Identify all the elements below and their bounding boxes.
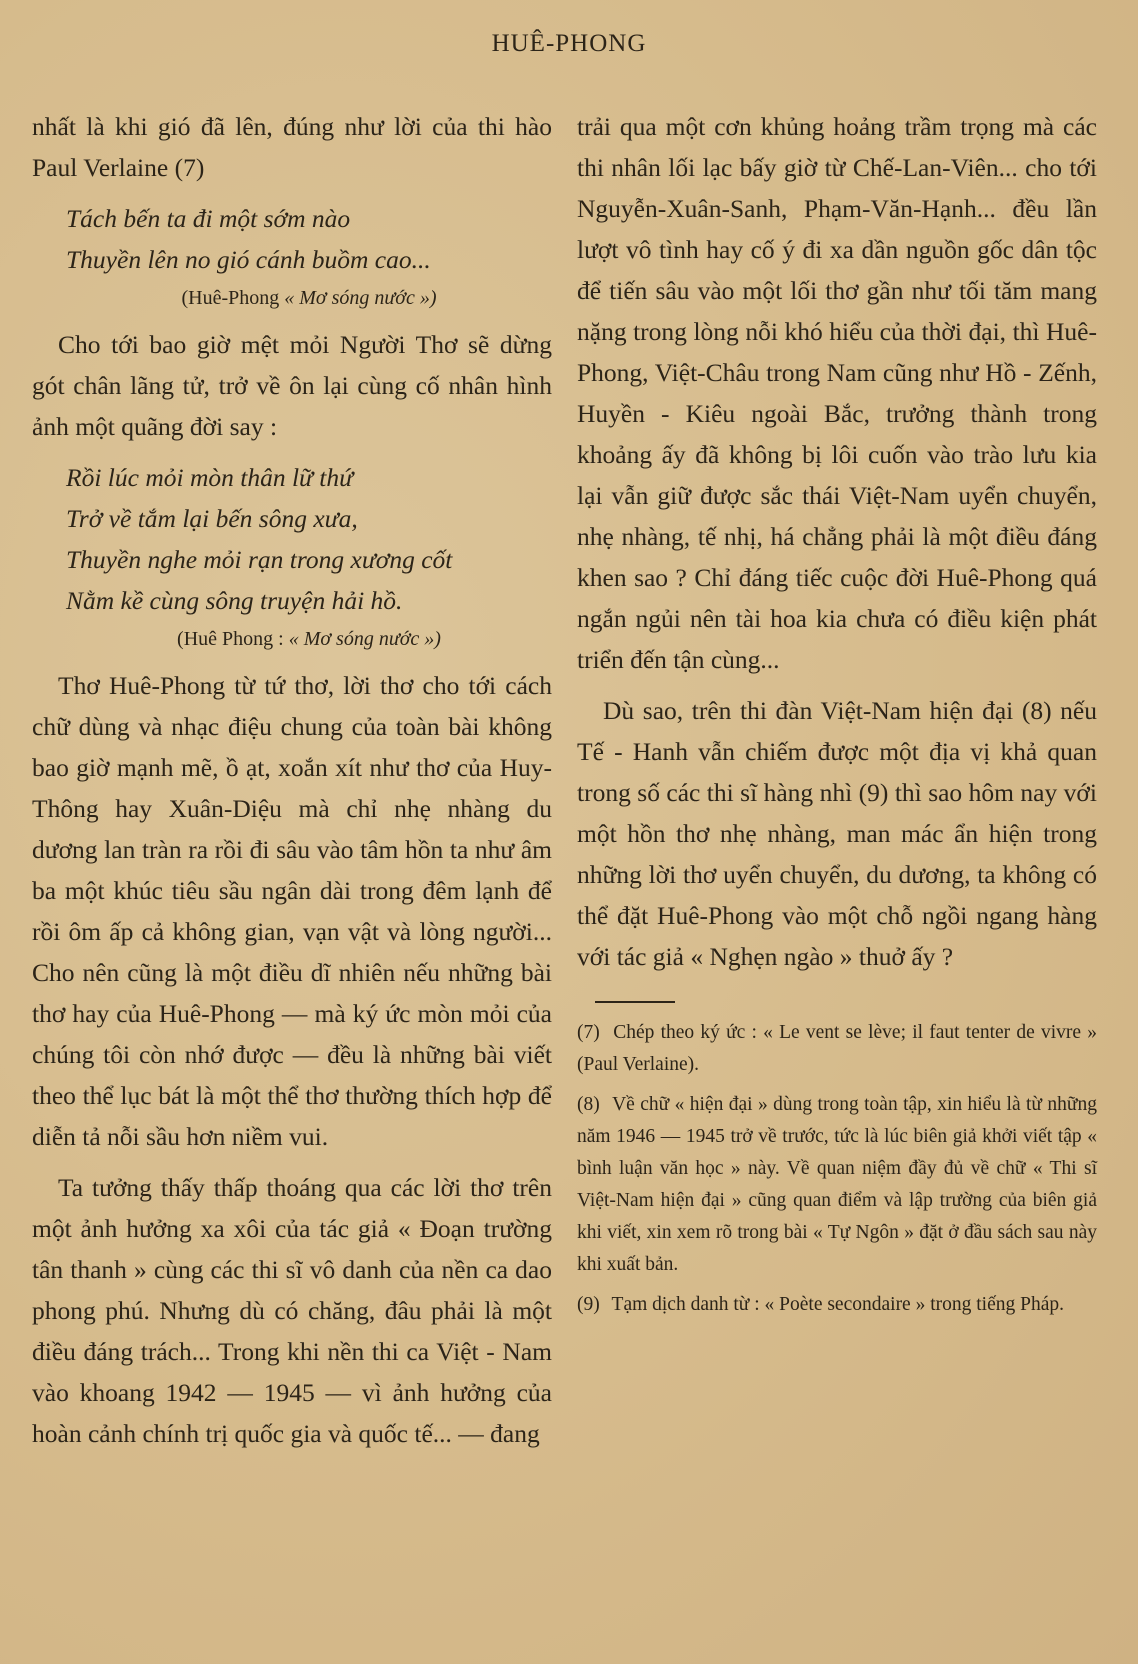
footnote-divider [595, 1001, 675, 1003]
footnote-8 [577, 1089, 1097, 1281]
footnote-text: Tạm dịch danh từ : « Poète secondaire » trong tiếng Pháp. [611, 1294, 1064, 1315]
verse-line: Thuyền lên no gió cánh buồm cao... [66, 245, 431, 274]
footnote-text: Về chữ « hiện đại » dùng trong toàn tập, xin hiểu là từ những năm 1946 — 1945 trở về trước, tức là lúc biên giả khởi viết tập « bình luận văn học » này. Về quan niệm đầy đủ về chữ « Thi sĩ Việt-Nam hiện đại » cũng quan điểm và lập trường của biên giả khi viết, xin xem rõ trong bài « Tự Ngôn » đặt ở đầu sách sau này khi xuất bản. [577, 1094, 1097, 1275]
footnotes [577, 1017, 1097, 1321]
verse-line: Tách bến ta đi một sớm nào [66, 204, 351, 233]
verse-quote-2 [66, 457, 552, 657]
paragraph-left-1: nhất là khi gió đã lên, đúng như lời của thi hào Paul Verlaine (7) [32, 112, 552, 182]
verse-citation [66, 621, 552, 657]
paragraph-right-1: trải qua một cơn khủng hoảng trầm trọng mà các thi nhân lối lạc bấy giờ từ Chế-Lan-Viên... cho tới Nguyễn-Xuân-Sanh, Phạm-Văn-Hạnh... đều lần lượt vô tình hay cố ý đi xa dần nguồn gốc dân tộc để tiến sâu vào một lối thơ gần như tối tăm mang nặng trong lòng nỗi khó hiểu của thời đại, thì Huê-Phong, Việt-Châu trong Nam cũng như Hồ - Zếnh, Huyền - Kiêu ngoài Bắc, trưởng thành trong khoảng ấy đã không bị lôi cuốn vào trào lưu kia lại vẫn giữ được sắc thái Việt-Nam uyển chuyển, nhẹ nhàng, tế nhị, há chẳng phải là một điều đáng khen sao ? Chỉ đáng tiếc cuộc đời Huê-Phong quá ngắn ngủi nên tài hoa kia chưa có điều kiện phát triển đến tận cùng... [577, 112, 1097, 674]
citation-author: (Huê-Phong [181, 287, 280, 309]
paragraph-right-2: Dù sao, trên thi đàn Việt-Nam hiện đại (8) nếu Tế - Hanh vẫn chiếm được một địa vị khả quan trong số các thi sĩ hàng nhì (9) thì sao hôm nay với một hồn thơ nhẹ nhàng, man mác ẩn hiện trong những lời thơ uyển chuyển, du dương, ta không có thể đặt Huê-Phong vào một chỗ ngồi ngang hàng với tác giả « Nghẹn ngào » thuở ấy ? [577, 696, 1097, 971]
left-column [32, 106, 552, 1464]
running-header: HUÊ-PHONG [491, 30, 647, 57]
paragraph-left-2: Cho tới bao giờ mệt mỏi Người Thơ sẽ dừng gót chân lãng tử, trở về ôn lại cùng cố nhân hình ảnh một quãng đời say : [32, 330, 552, 441]
citation-title: « Mơ sóng nước ») [288, 628, 441, 650]
verse-line: Nằm kề cùng sông truyện hải hồ. [66, 586, 403, 615]
verse-line: Thuyền nghe mỏi rạn trong xương cốt [66, 545, 453, 574]
verse-quote-1 [66, 198, 552, 316]
verse-citation [66, 280, 552, 316]
footnote-7 [577, 1017, 1097, 1081]
citation-title: « Mơ sóng nước ») [284, 287, 437, 309]
verse-line: Rồi lúc mỏi mòn thân lữ thứ [66, 463, 354, 492]
paragraph-left-3: Thơ Huê-Phong từ tứ thơ, lời thơ cho tới cách chữ dùng và nhạc điệu chung của toàn bài không bao giờ mạnh mẽ, ồ ạt, xoắn xít như thơ của Huy-Thông hay Xuân-Diệu mà chỉ nhẹ nhàng du dương lan tràn ra rồi đi sâu vào tâm hồn ta như âm ba một khúc tiêu sầu ngân dài trong đêm lạnh để rồi ôm ấp cả không gian, vạn vật và lòng người... Cho nên cũng là một điều dĩ nhiên nếu những bài thơ hay của Huê-Phong — mà ký ức mòn mỏi của chúng tôi còn nhớ được — đều là những bài viết theo thể lục bát là một thể thơ thường thích hợp để diễn tả nỗi sầu hơn niềm vui. [32, 671, 552, 1151]
paragraph-left-4: Ta tưởng thấy thấp thoáng qua các lời thơ trên một ảnh hưởng xa xôi của tác giả « Đoạn trường tân thanh » cùng các thi sĩ vô danh của nền ca dao phong phú. Nhưng dù có chăng, đâu phải là một điều đáng trách... Trong khi nền thi ca Việt - Nam vào khoang 1942 — 1945 — vì ảnh hưởng của hoàn cảnh chính trị quốc gia và quốc tế... — đang [32, 1173, 552, 1448]
footnote-number: (9) [577, 1294, 600, 1315]
footnote-number: (7) [577, 1022, 600, 1043]
footnote-text: Chép theo ký ức : « Le vent se lève; il faut tenter de vivre » (Paul Verlaine). [577, 1022, 1098, 1075]
right-column [577, 106, 1097, 1329]
verse-line: Trở về tắm lại bến sông xưa, [66, 504, 358, 533]
footnote-number: (8) [577, 1094, 600, 1115]
footnote-9 [577, 1289, 1097, 1321]
citation-author: (Huê Phong : [177, 628, 284, 650]
